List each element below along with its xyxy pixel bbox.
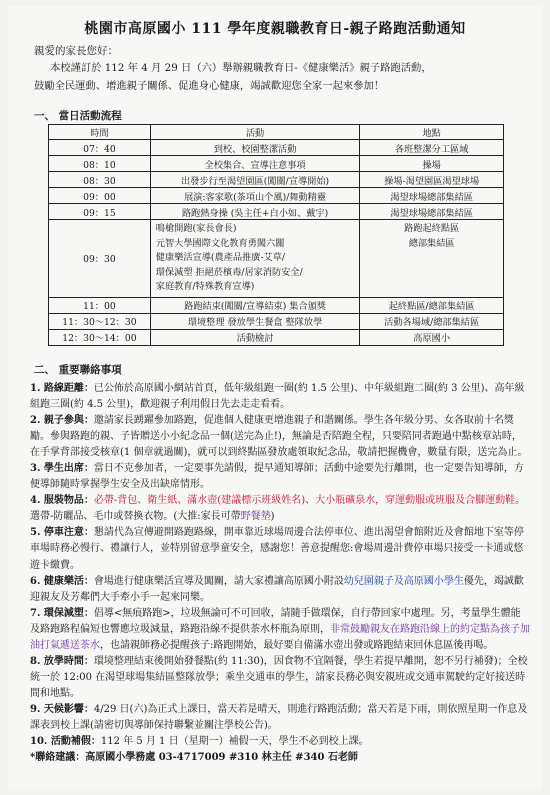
list-item (30, 525, 530, 573)
note-text: 優先，竭誠歡迎親友及芳鄰們大手牽小手一起來同樂。 (30, 575, 524, 603)
time-cell: 12：30～14：00 (49, 329, 151, 345)
contact-line (30, 750, 530, 766)
activity-cell: 到校、校園整潔活動 (150, 140, 360, 156)
time-cell: 09：00 (49, 188, 151, 204)
note-text: 懇請代為宣傳避開路跑路線，開車靠近球場周邊合法停車位、進出渴望會館附近及會館地下室等停車場時務必慢行、禮讓行人，並特別留意學童安全，感謝您！善意提醒您:會場周邊計費停車場只接受一卡通或悠遊卡繳費。 (30, 527, 524, 571)
time-cell: 11：30～12：30 (49, 313, 151, 329)
note-label: 10. 活動補假： (30, 736, 101, 748)
place-cell: 操場 (360, 156, 504, 172)
note-text-highlight: 幼兒園親子及高原國小學生 (343, 575, 464, 587)
time-cell: 09：30 (49, 220, 151, 298)
intro-paragraph (34, 59, 524, 95)
contact-text: 高原國小學務處 03-4717009 #310 林主任 #340 石老師 (85, 752, 358, 764)
note-text: 邀請家長踴躍參加路跑，促進個人健康更增進親子和諧關係。學生各年級分男、女各取前十名獎勵。參與路跑的親、子皆贈送小小紀念品一個(送完為止!)，無論是否陪跑全程，只要陪同者跑過中點核章站時，在手掌背部接受核章(1 個章就過關)，就可以到終點區發放處領取紀念品，敬請把握機會，數量有限，送完為止。 (30, 415, 528, 459)
greeting: 親愛的家長您好： (34, 45, 118, 57)
contact-label: *聯絡建議： (30, 752, 86, 764)
time-cell: 11：00 (49, 297, 151, 313)
note-label: 2. 親子參與： (30, 415, 94, 427)
notice-page (8, 6, 542, 789)
intro-line: 本校謹訂於 112 年 4 月 29 日（六）舉辦親職教育日-《健康樂活》親子路跑活動， (50, 62, 432, 74)
place-cell: 渴望球場總部集結區 (360, 188, 504, 204)
list-item (30, 493, 530, 525)
notes-list (30, 381, 530, 766)
place-cell: 渴望球場總部集結區 (360, 204, 504, 220)
table-row (49, 313, 504, 329)
place-cell: 操場-渴望園區渴望球場 (360, 172, 504, 188)
note-text-highlight: 必帶-背包、衛生紙、滿水壺(建議標示班級姓名)、大小瓶礦泉水，穿運動服或班服及合腳運動鞋 (93, 495, 516, 507)
table-row (49, 156, 504, 172)
note-text-highlight: 野餐墊 (240, 511, 271, 523)
place-cell: 起終點區/總部集結區 (360, 297, 504, 313)
note-label: 7. 環保減塑： (30, 607, 94, 619)
activity-cell: 路跑熱身操 (吳主任+白小如、戴宇) (150, 204, 360, 220)
place-cell (360, 220, 504, 298)
section-heading-notes: 二、 重要聯絡事項 (34, 364, 122, 376)
note-label: 3. 學生出席： (30, 463, 94, 475)
table-row (49, 188, 504, 204)
list-item (30, 574, 530, 606)
note-label: 4. 服裝物品： (30, 495, 94, 507)
list-item (30, 461, 530, 493)
column-header: 時間 (49, 125, 151, 140)
activity-line: 鳴槍開跑(家長會長) (155, 223, 237, 234)
activity-line: 家庭教育/特殊教育宣導) (155, 281, 255, 293)
list-item (30, 702, 530, 734)
table-row (49, 172, 504, 188)
place-cell: 高原國小 (360, 329, 504, 345)
activity-cell: 環境整理 發放學生餐盒 整隊放學 (150, 313, 360, 329)
activity-cell: 路跑結束(闖關/宣導結束) 集合頒獎 (150, 297, 360, 313)
note-text-highlight: 非常鼓勵親友在路跑沿線上的約定點為孩子加油打氣遞送茶水 (30, 623, 530, 651)
activity-cell: 活動檢討 (150, 329, 360, 345)
schedule-table (48, 124, 504, 346)
note-text: ) (270, 511, 275, 523)
table-row (49, 329, 504, 345)
note-label: 9. 天候影響： (30, 703, 94, 715)
page-title: 桃園市高原國小 111 學年度親職教育日-親子路跑活動通知 (84, 21, 466, 37)
activity-cell: 全校集合、宣導注意事項 (150, 156, 360, 172)
time-cell: 08：10 (49, 156, 151, 172)
note-text: 倡導<無痕路跑>，垃圾無論可不可回收，請隨手做環保，自行帶回家中處理。另，考量學生體能及路跑路程偏短也響應垃圾減量，路跑沿線不提供茶水杯瓶為原則， (30, 607, 521, 635)
section-heading-schedule: 一、 當日活動流程 (34, 110, 122, 122)
table-row (49, 297, 504, 313)
intro-line: 鼓勵全民運動、增進親子關係、促進身心健康，竭誠歡迎您全家一起來參加！ (34, 80, 385, 92)
schedule-header-row (49, 125, 504, 140)
activity-line: 元智大學國際文化教育勇闖六關 (155, 237, 285, 249)
place-cell: 活動各場域/總部集結區 (360, 313, 504, 329)
time-cell: 09：15 (49, 204, 151, 220)
note-label: 1. 路線距離： (30, 383, 94, 394)
place-line: 總部集結區 (408, 237, 455, 249)
time-cell: 07：40 (49, 140, 151, 156)
table-row (49, 204, 504, 220)
activity-cell (150, 220, 360, 298)
list-item (30, 381, 530, 413)
activity-cell: 展演:客家歌(茶項山个風)/舞動精靈 (150, 188, 360, 204)
activity-line: 環保減塑 拒絕菸檳毒/居家消防安全/ (155, 266, 303, 278)
note-label: 5. 停車注意： (30, 527, 94, 539)
column-header: 地點 (360, 125, 504, 140)
note-text: 當日不克參加者，一定要事先請假，提早通知導師；活動中途要先行離開，也一定要告知導師，方便導師隨時掌握學生安全及出缺席情形。 (30, 463, 524, 491)
place-line: 路跑起終點區 (404, 223, 460, 234)
note-text: 。選帶-防曬品、毛巾或替換衣物。(大推:家長可帶 (30, 495, 526, 523)
note-label: 8. 放學時間： (30, 655, 94, 667)
list-item (30, 654, 530, 702)
list-item (30, 413, 530, 461)
note-text: 會場進行健康樂活宣導及闖關，請大家禮讓高原國小附設 (93, 575, 344, 587)
note-text: 4/29 日(六)為正式上課日，當天若是晴天，則進行路跑活動；當天若是下雨，則依照星期一作息及課表到校上課(請密切與導師保持聯繫並關注學校公告)。 (30, 703, 528, 731)
time-cell: 08：30 (49, 172, 151, 188)
table-row (49, 140, 504, 156)
activity-cell: 出發步行至渴望園區(闖關/宣導開始) (150, 172, 360, 188)
note-text: ，也請親師務必提醒孩子:路跑開始，最好要自備滿水壺出發或路跑結束回休息區後再喝。 (100, 639, 494, 651)
note-text: 112 年 5 月 1 日（星期一）補假一天，學生不必到校上課。 (100, 736, 369, 748)
table-row (49, 220, 504, 298)
note-text: 已公佈於高原國小網站首頁，低年級組跑一圈(約 1.5 公里)、中年級組跑二圈(約 3 公里)、高年級組跑三圈(約 4.5 公里)，歡迎親子利用假日先去走走看看。 (30, 383, 525, 411)
column-header: 活動 (150, 125, 360, 140)
activity-line: 健康樂活宣導(農產品推廣-艾草/ (155, 252, 286, 264)
note-text: 環境整理結束後開始發餐點(約 11:30)，因食物不宜隔餐，學生若提早離開，恕不另行補發)；全校統一於 12:00 在渴望球場集結區整隊放學；乘坐交通車的學生，請家長務必與安親班或交通車駕駛約定好接送時間和地點。 (30, 655, 528, 699)
place-cell: 各班整潔分工區域 (360, 140, 504, 156)
list-item (30, 606, 530, 654)
note-label: 6. 健康樂活： (30, 575, 94, 587)
list-item (30, 734, 530, 750)
